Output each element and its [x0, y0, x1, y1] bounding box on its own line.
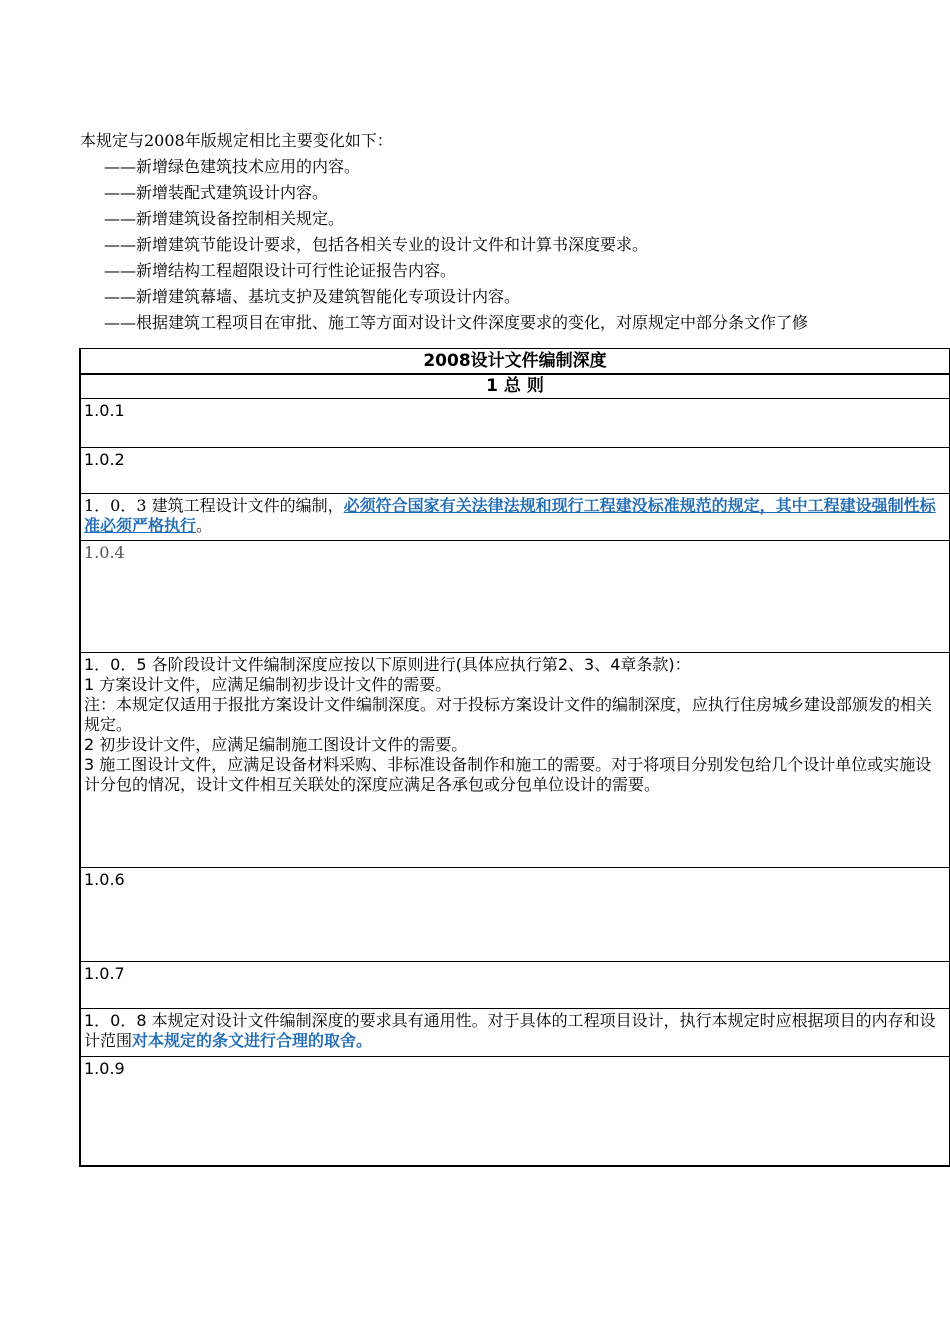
- chapter-heading: 1 总 则: [81, 375, 950, 399]
- intro-item: ——新增建筑幕墙、基坑支护及建筑智能化专项设计内容。: [104, 287, 521, 306]
- intro-section: [80, 128, 950, 336]
- clause-number: 1.0.7: [84, 964, 125, 983]
- clause-line: 1 方案设计文件，应满足编制初步设计文件的需要。: [84, 675, 452, 694]
- clause-line: 3 施工图设计文件，应满足设备材料采购、非标准设备制作和施工的需要。对于将项目分别发包给几个设计单位或实施设计分包的情况，设计文件相互关联处的深度应满足各承包或分包单位设计的需要。: [84, 755, 932, 794]
- clause-1-0-6: [81, 868, 950, 962]
- clause-number: 1.0.9: [84, 1059, 125, 1078]
- clause-line: 2 初步设计文件，应满足编制施工图设计文件的需要。: [84, 735, 468, 754]
- clause-1-0-5: [81, 653, 950, 868]
- intro-item: ——新增绿色建筑技术应用的内容。: [104, 157, 361, 176]
- clause-line: 1．0．5 各阶段设计文件编制深度应按以下原则进行(具体应执行第2、3、4章条款)：: [84, 655, 691, 674]
- clause-1-0-7: [81, 962, 950, 1009]
- clause-note: 注：本规定仅适用于报批方案设计文件编制深度。对于投标方案设计文件的编制深度，应执行住房城乡建设部颁发的相关规定。: [84, 695, 933, 734]
- clause-number: 1.0.4: [84, 543, 125, 562]
- clause-1-0-4: [81, 541, 950, 653]
- clause-1-0-9: [81, 1057, 950, 1167]
- spec-table: [79, 348, 950, 1167]
- clause-text: 1．0．3 建筑工程设计文件的编制，: [84, 496, 344, 515]
- intro-item: ——新增装配式建筑设计内容。: [104, 183, 329, 202]
- clause-number: 1.0.6: [84, 870, 125, 889]
- clause-1-0-3: [81, 494, 950, 541]
- clause-emphasis: 对本规定的条文进行合理的取舍。: [132, 1031, 373, 1050]
- intro-item: ——新增结构工程超限设计可行性论证报告内容。: [104, 261, 457, 280]
- clause-number: 1.0.1: [84, 401, 125, 420]
- clause-1-0-8: [81, 1009, 950, 1057]
- clause-text: 1．0．8 本规定对设计文件编制深度的要求具有通用性。对于具体的工程项目设计，执行本规定时应根据项目的内存和设计范围: [84, 1011, 936, 1050]
- clause-1-0-2: [81, 448, 950, 494]
- clause-punct: 。: [196, 516, 213, 535]
- clause-1-0-1: [81, 399, 950, 448]
- intro-item: ——新增建筑设备控制相关规定。: [104, 209, 345, 228]
- intro-heading: 本规定与2008年版规定相比主要变化如下：: [80, 131, 393, 150]
- intro-item: ——根据建筑工程项目在审批、施工等方面对设计文件深度要求的变化，对原规定中部分条文作了修: [104, 313, 809, 332]
- intro-item: ——新增建筑节能设计要求，包括各相关专业的设计文件和计算书深度要求。: [104, 235, 649, 254]
- table-title: 2008设计文件编制深度: [81, 349, 950, 375]
- clause-number: 1.0.2: [84, 450, 125, 469]
- clause-link[interactable]: 必须符合国家有关法律法规和现行工程建没标准规范的规定，其中工程建设强制性标准必须严格执行: [84, 496, 936, 535]
